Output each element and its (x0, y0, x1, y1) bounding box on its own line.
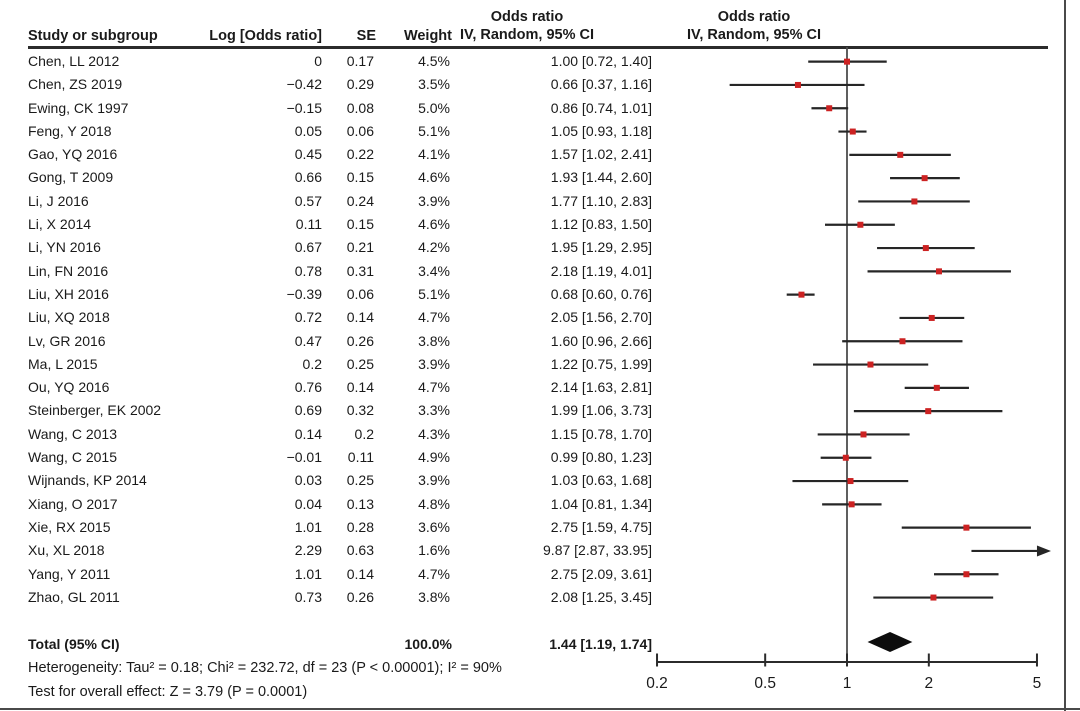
study-name: Gong, T 2009 (28, 169, 114, 186)
study-log-or: 0.05 (294, 122, 322, 139)
study-log-or: 0.2 (302, 355, 322, 372)
study-row (28, 446, 652, 469)
study-name: Liu, XQ 2018 (28, 309, 110, 326)
study-row (28, 376, 652, 399)
study-name: Steinberger, EK 2002 (28, 402, 162, 419)
summary-diamond (868, 632, 913, 652)
study-weight: 4.7% (418, 379, 450, 396)
effect-marker (860, 431, 866, 437)
study-name: Li, X 2014 (28, 216, 92, 233)
overall-effect-text: Test for overall effect: Z = 3.79 (P = 0.0001) (28, 684, 308, 700)
study-ci-text: 1.60 [0.96, 2.66] (550, 332, 652, 349)
axis-tick-label: 2 (924, 675, 934, 692)
effect-marker (963, 525, 969, 531)
effect-marker (857, 222, 863, 228)
study-se: 0.26 (346, 332, 374, 349)
study-weight: 4.7% (418, 565, 450, 582)
figure-border-right (1064, 0, 1066, 711)
study-ci-text: 0.66 [0.37, 1.16] (550, 76, 652, 93)
study-row (28, 330, 652, 353)
study-log-or: 0.03 (294, 472, 322, 489)
study-ci-text: 1.22 [0.75, 1.99] (550, 355, 652, 372)
figure-border-bottom (0, 708, 1080, 710)
study-log-or: 0.45 (294, 146, 322, 163)
study-log-or: 1.01 (294, 518, 322, 535)
study-se: 0.06 (346, 285, 374, 302)
study-row (28, 50, 652, 73)
study-log-or: 0.72 (294, 309, 322, 326)
study-se: 0.17 (346, 53, 374, 69)
study-se: 0.14 (346, 379, 374, 396)
study-weight: 5.1% (418, 122, 450, 139)
study-ci-text: 1.12 [0.83, 1.50] (550, 216, 652, 233)
study-ci-text: 1.04 [0.81, 1.34] (550, 495, 652, 512)
effect-marker (929, 315, 935, 321)
study-se: 0.29 (346, 76, 374, 93)
axis-tick-label: 1 (842, 675, 852, 692)
total-row (28, 633, 652, 656)
col-header-odds-ratio-text-line2: IV, Random, 95% CI (459, 27, 595, 43)
study-ci-text: 1.77 [1.10, 2.83] (550, 192, 652, 209)
study-name: Li, YN 2016 (28, 239, 101, 256)
study-se: 0.22 (346, 146, 374, 163)
study-ci-text: 2.08 [1.25, 3.45] (550, 588, 652, 605)
study-se: 0.13 (346, 495, 374, 512)
study-se: 0.25 (346, 472, 374, 489)
study-weight: 4.3% (418, 425, 450, 442)
study-weight: 3.3% (418, 402, 450, 419)
study-weight: 5.1% (418, 285, 450, 302)
effect-marker (850, 129, 856, 135)
study-weight: 4.9% (418, 449, 450, 466)
axis-tick-label: 0.5 (754, 675, 776, 692)
study-name: Zhao, GL 2011 (28, 588, 120, 605)
effect-marker (847, 478, 853, 484)
study-log-or: −0.39 (286, 285, 322, 302)
study-weight: 3.8% (418, 332, 450, 349)
axis-tick-label: 0.2 (646, 675, 668, 692)
col-header-log-odds-ratio: Log [Odds ratio] (209, 28, 322, 44)
study-log-or: 0.11 (295, 216, 322, 233)
study-weight: 5.0% (418, 99, 450, 116)
effect-marker (911, 198, 917, 204)
study-row (28, 97, 652, 120)
study-name: Yang, Y 2011 (28, 565, 111, 582)
study-name: Chen, ZS 2019 (28, 76, 123, 93)
effect-marker (867, 362, 873, 368)
study-name: Ewing, CK 1997 (28, 99, 129, 116)
study-row (28, 516, 652, 539)
study-row (28, 399, 652, 422)
study-name: Wang, C 2015 (28, 449, 117, 466)
study-ci-text: 1.95 [1.29, 2.95] (550, 239, 652, 256)
study-name: Wijnands, KP 2014 (28, 472, 147, 489)
arrow-right-icon (1037, 545, 1051, 556)
study-weight: 3.4% (418, 262, 450, 279)
study-se: 0.2 (354, 425, 374, 442)
effect-marker (930, 595, 936, 601)
study-weight: 1.6% (418, 542, 450, 559)
effect-marker (925, 408, 931, 414)
study-ci-text: 2.14 [1.63, 2.81] (550, 379, 652, 396)
study-row (28, 563, 652, 586)
col-header-odds-ratio-plot (654, 8, 854, 44)
study-log-or: 0.69 (294, 402, 322, 419)
study-se: 0.08 (346, 99, 374, 116)
study-ci-text: 0.86 [0.74, 1.01] (550, 99, 652, 116)
study-weight: 3.8% (418, 588, 450, 605)
study-weight: 3.6% (418, 518, 450, 535)
col-header-se: SE (356, 28, 376, 44)
effect-marker (934, 385, 940, 391)
study-name: Liu, XH 2016 (28, 285, 109, 302)
study-row (28, 469, 652, 492)
study-weight: 4.7% (418, 309, 450, 326)
col-header-study: Study or subgroup (28, 28, 158, 44)
study-log-or: 0.57 (294, 192, 322, 209)
effect-marker (936, 268, 942, 274)
study-se: 0.06 (346, 122, 374, 139)
study-se: 0.14 (346, 565, 374, 582)
col-header-odds-ratio-text-line1: Odds ratio (490, 9, 564, 25)
study-se: 0.25 (346, 355, 374, 372)
study-se: 0.15 (346, 169, 374, 186)
effect-marker (899, 338, 905, 344)
study-log-or: 0.47 (294, 332, 322, 349)
study-row (28, 423, 652, 446)
study-se: 0.63 (346, 542, 374, 559)
study-ci-text: 1.57 [1.02, 2.41] (550, 146, 652, 163)
study-row (28, 493, 652, 516)
study-name: Feng, Y 2018 (28, 122, 112, 139)
study-name: Lv, GR 2016 (28, 332, 106, 349)
axis-tick-label: 5 (1032, 675, 1042, 692)
study-row (28, 190, 652, 213)
study-weight: 4.6% (418, 169, 450, 186)
study-log-or: −0.01 (286, 449, 322, 466)
effect-marker (795, 82, 801, 88)
study-weight: 4.2% (418, 239, 450, 256)
study-ci-text: 0.99 [0.80, 1.23] (550, 449, 652, 466)
study-ci-text: 2.75 [1.59, 4.75] (550, 518, 652, 535)
effect-marker (849, 501, 855, 507)
study-se: 0.14 (346, 309, 374, 326)
study-name: Wang, C 2013 (28, 425, 117, 442)
study-row (28, 586, 652, 609)
study-row (28, 283, 652, 306)
study-log-or: 0.14 (294, 425, 322, 442)
total-ci-text: 1.44 [1.19, 1.74] (549, 636, 652, 652)
effect-marker (923, 245, 929, 251)
study-se: 0.32 (346, 402, 374, 419)
study-row (28, 353, 652, 376)
study-se: 0.11 (347, 449, 374, 466)
study-row (28, 213, 652, 236)
study-se: 0.15 (346, 216, 374, 233)
study-ci-text: 1.99 [1.06, 3.73] (550, 402, 652, 419)
study-weight: 3.9% (418, 355, 450, 372)
study-ci-text: 1.05 [0.93, 1.18] (550, 122, 652, 139)
study-name: Chen, LL 2012 (28, 53, 120, 69)
study-ci-text: 2.75 [2.09, 3.61] (550, 565, 652, 582)
study-log-or: −0.15 (286, 99, 322, 116)
study-row (28, 120, 652, 143)
study-log-or: 1.01 (294, 565, 322, 582)
study-ci-text: 1.00 [0.72, 1.40] (550, 53, 652, 69)
study-name: Lin, FN 2016 (28, 262, 109, 279)
study-weight: 4.6% (418, 216, 450, 233)
study-ci-text: 1.93 [1.44, 2.60] (550, 169, 652, 186)
study-weight: 3.5% (418, 76, 450, 93)
study-log-or: −0.42 (286, 76, 322, 93)
study-row (28, 73, 652, 96)
study-log-or: 2.29 (294, 542, 322, 559)
col-header-odds-ratio-plot-line2: IV, Random, 95% CI (686, 27, 822, 43)
study-log-or: 0.04 (294, 495, 322, 512)
study-weight: 4.5% (418, 53, 450, 69)
header-rule (28, 46, 1048, 49)
study-name: Ma, L 2015 (28, 355, 98, 372)
study-row (28, 306, 652, 329)
total-label: Total (95% CI) (28, 636, 120, 652)
study-row (28, 143, 652, 166)
study-name: Xiang, O 2017 (28, 495, 118, 512)
study-se: 0.21 (346, 239, 374, 256)
study-ci-text: 2.18 [1.19, 4.01] (550, 262, 652, 279)
total-weight: 100.0% (404, 636, 452, 652)
study-se: 0.24 (346, 192, 374, 209)
col-header-odds-ratio-plot-line1: Odds ratio (717, 9, 791, 25)
study-se: 0.31 (346, 262, 374, 279)
study-log-or: 0.78 (294, 262, 322, 279)
study-name: Li, J 2016 (28, 192, 89, 209)
study-log-or: 0.66 (294, 169, 322, 186)
study-row (28, 166, 652, 189)
study-table-body (28, 50, 652, 609)
heterogeneity-text: Heterogeneity: Tau² = 0.18; Chi² = 232.72, df = 23 (P < 0.00001); I² = 90% (28, 660, 502, 676)
study-ci-text: 9.87 [2.87, 33.95] (543, 542, 652, 559)
study-name: Ou, YQ 2016 (28, 379, 110, 396)
study-log-or: 0.73 (294, 588, 322, 605)
study-se: 0.26 (346, 588, 374, 605)
study-ci-text: 0.68 [0.60, 0.76] (550, 285, 652, 302)
study-ci-text: 1.15 [0.78, 1.70] (550, 425, 652, 442)
study-weight: 4.8% (418, 495, 450, 512)
study-ci-text: 1.03 [0.63, 1.68] (550, 472, 652, 489)
study-log-or: 0.67 (294, 239, 322, 256)
study-row (28, 539, 652, 562)
study-name: Gao, YQ 2016 (28, 146, 118, 163)
col-header-odds-ratio-text (427, 8, 627, 44)
study-log-or: 0 (314, 53, 322, 69)
effect-marker (843, 455, 849, 461)
effect-marker (826, 105, 832, 111)
study-ci-text: 2.05 [1.56, 2.70] (550, 309, 652, 326)
study-se: 0.28 (346, 518, 374, 535)
effect-marker (922, 175, 928, 181)
study-weight: 3.9% (418, 472, 450, 489)
study-weight: 4.1% (418, 146, 450, 163)
effect-marker (798, 292, 804, 298)
effect-marker (897, 152, 903, 158)
effect-marker (963, 571, 969, 577)
study-log-or: 0.76 (294, 379, 322, 396)
study-weight: 3.9% (418, 192, 450, 209)
study-name: Xie, RX 2015 (28, 518, 111, 535)
study-row (28, 236, 652, 259)
study-row (28, 260, 652, 283)
col-header-weight: Weight (403, 28, 452, 44)
effect-marker (844, 59, 850, 65)
study-name: Xu, XL 2018 (28, 542, 105, 559)
